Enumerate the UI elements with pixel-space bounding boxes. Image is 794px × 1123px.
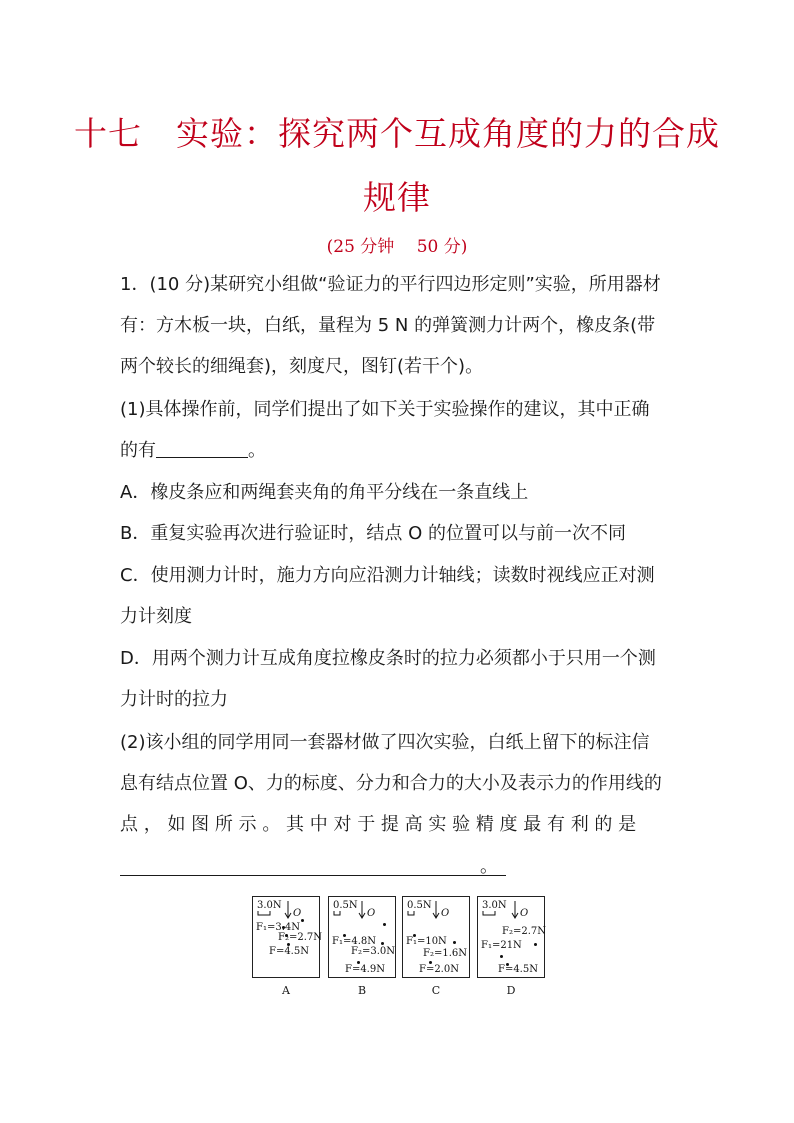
f2-label: F₂=1.6N [423,948,467,959]
question-line-with-blank [120,438,676,464]
figure-panel-d [477,896,545,978]
scale-bracket-icon [407,911,415,917]
option-d-cont: 力计时的拉力 [120,689,228,710]
knot-o-label: O [441,908,450,919]
arrow-down-icon [432,901,440,919]
figure-caption-b: B [357,984,367,997]
blank-end-period: 。 [248,440,266,461]
scale-bracket-icon [482,911,496,917]
knot-o-label: O [293,908,302,919]
f2-label: F₂=2.7N [502,926,546,937]
scale-bracket-icon [257,911,271,917]
figure-panel-c [402,896,470,978]
option-c: C．使用测力计时，施力方向应沿测力计轴线；读数时视线应正对测 [120,565,655,586]
scale-label: 0.5N [333,900,358,911]
question-line: 1．(10 分)某研究小组做“验证力的平行四边形定则”实验，所用器材 [120,274,661,295]
figure-panel-a [252,896,320,978]
option-d: D．用两个测力计互成角度拉橡皮条时的拉力必须都小于只用一个测 [120,648,656,669]
point-dot [383,923,386,926]
question-line: 有：方木板一块，白纸，量程为 5 N 的弹簧测力计两个，橡皮条(带 [120,315,656,336]
question-line: (1)具体操作前，同学们提出了如下关于实验操作的建议，其中正确 [120,399,650,420]
scale-label: 0.5N [407,900,432,911]
figure-caption-d: D [506,984,516,997]
knot-o-label: O [367,908,376,919]
figure-panel-b [328,896,396,978]
question-line: 息有结点位置 O、力的标度、分力和合力的大小及表示力的作用线的 [120,773,662,794]
option-b: B．重复实验再次进行验证时，结点 O 的位置可以与前一次不同 [120,523,626,544]
knot-o-label: O [520,908,529,919]
arrow-down-icon [358,901,366,919]
f1-label: F₁=21N [481,940,522,951]
scale-bracket-icon [333,911,341,917]
page-title-line2: 规律 [363,178,431,217]
f1-label: F₁=4.8N [332,936,376,947]
scale-label: 3.0N [482,900,507,911]
time-score-subtitle: (25 分钟 50 分) [326,237,468,257]
answer-blank-1[interactable] [156,439,248,458]
question-line: (2)该小组的同学用同一套器材做了四次实验，白纸上留下的标注信 [120,732,650,753]
page-title-line1: 十七 实验：探究两个互成角度的力的合成 [74,114,720,153]
question-text: 的有 [120,440,156,461]
f2-label: F₂=3.0N [351,946,395,957]
arrow-down-icon [284,901,292,919]
question-line: 点 ， 如 图 所 示 。 其 中 对 于 提 高 实 验 精 度 最 有 利 的 是 [120,814,637,835]
option-a: A．橡皮条应和两绳套夹角的角平分线在一条直线上 [120,482,529,503]
f1-label: F₁=3.4N [256,922,300,933]
point-dot [500,955,503,958]
f2-label: F₂=2.7N [278,932,322,943]
scale-label: 3.0N [257,900,282,911]
point-dot [534,943,537,946]
option-c-cont: 力计刻度 [120,606,192,627]
point-dot [301,919,304,922]
f-label: F=2.0N [419,964,459,975]
figure-caption-a: A [282,984,290,997]
arrow-down-icon [511,901,519,919]
f-label: F=4.5N [498,964,538,975]
point-dot [381,942,384,945]
end-period: 。 [480,856,498,877]
f-label: F=4.5N [269,946,309,957]
f1-label: F₁=10N [406,936,447,947]
answer-blank-2[interactable] [120,875,506,876]
question-line: 两个较长的细绳套)，刻度尺，图钉(若干个)。 [120,356,484,377]
f-label: F=4.9N [345,964,385,975]
point-dot [453,941,456,944]
figure-caption-c: C [431,984,441,997]
experiment-figures [252,896,552,1000]
